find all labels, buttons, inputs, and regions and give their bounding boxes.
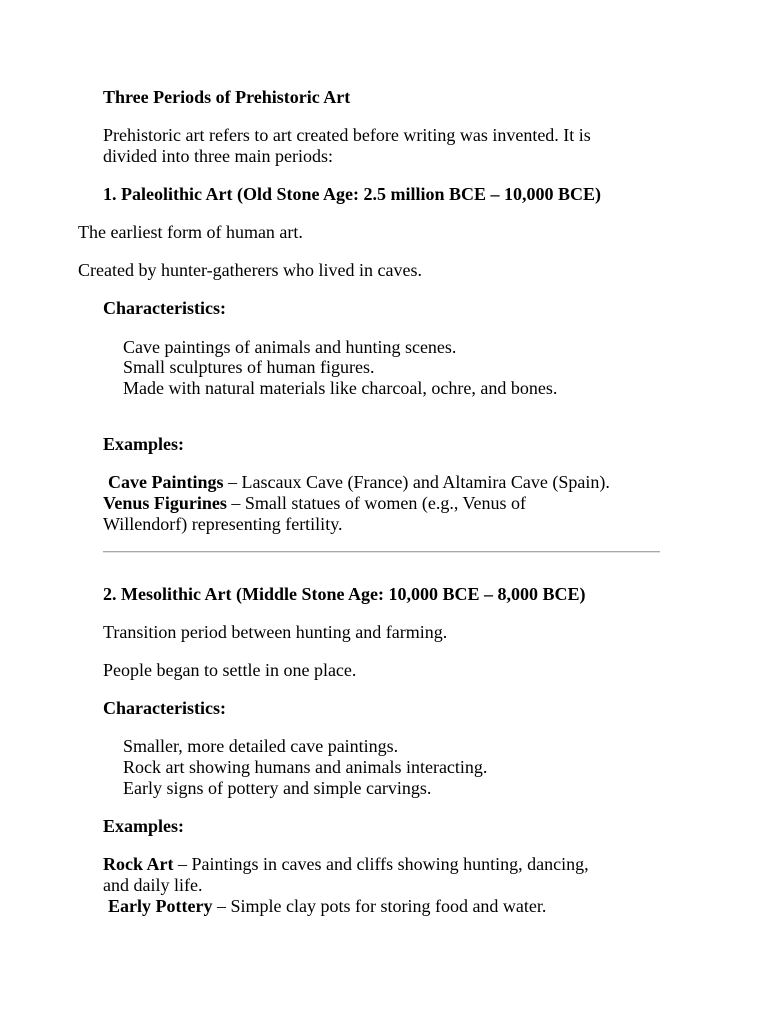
paleolithic-characteristic-item: Cave paintings of animals and hunting scenes. [123,337,457,357]
paleolithic-example-item [108,472,610,493]
paleolithic-characteristics-heading: Characteristics: [103,298,226,318]
example-text: – Paintings in caves and cliffs showing hunting, dancing, [173,854,589,874]
document-title: Three Periods of Prehistoric Art [103,87,351,107]
example-text: – Small statues of women (e.g., Venus of [226,493,527,513]
mesolithic-characteristics-heading: Characteristics: [103,698,226,718]
example-term: Venus Figurines [103,493,227,513]
paleolithic-paragraph-2: Created by hunter-gatherers who lived in caves. [78,260,423,280]
mesolithic-characteristic-item: Rock art showing humans and animals interacting. [123,757,488,777]
mesolithic-paragraph-1: Transition period between hunting and farming. [103,622,448,642]
mesolithic-characteristic-item: Smaller, more detailed cave paintings. [123,736,399,756]
mesolithic-characteristic-item: Early signs of pottery and simple carvings. [123,778,432,798]
example-term: Cave Paintings [108,472,224,492]
paleolithic-characteristic-item: Small sculptures of human figures. [123,357,375,377]
mesolithic-paragraph-2: People began to settle in one place. [103,660,357,680]
intro-line-1: Prehistoric art refers to art created before writing was invented. It is [103,125,591,145]
paleolithic-paragraph-1: The earliest form of human art. [78,222,303,242]
mesolithic-example-item [108,896,546,917]
mesolithic-examples-heading: Examples: [103,816,184,836]
example-term: Early Pottery [108,896,213,916]
paleolithic-heading: 1. Paleolithic Art (Old Stone Age: 2.5 million BCE – 10,000 BCE) [103,184,601,204]
paleolithic-characteristic-item: Made with natural materials like charcoal, ochre, and bones. [123,378,558,398]
mesolithic-example-continuation: and daily life. [103,875,203,895]
mesolithic-heading: 2. Mesolithic Art (Middle Stone Age: 10,000 BCE – 8,000 BCE) [103,584,586,604]
example-text: – Simple clay pots for storing food and water. [212,896,547,916]
mesolithic-example-item [103,854,589,875]
section-divider [103,551,660,553]
paleolithic-examples-heading: Examples: [103,434,184,454]
example-term: Rock Art [103,854,174,874]
intro-line-2: divided into three main periods: [103,146,333,166]
example-text: – Lascaux Cave (France) and Altamira Cave (Spain). [223,472,610,492]
paleolithic-example-continuation: Willendorf) representing fertility. [103,514,343,534]
paleolithic-example-item [103,493,526,514]
